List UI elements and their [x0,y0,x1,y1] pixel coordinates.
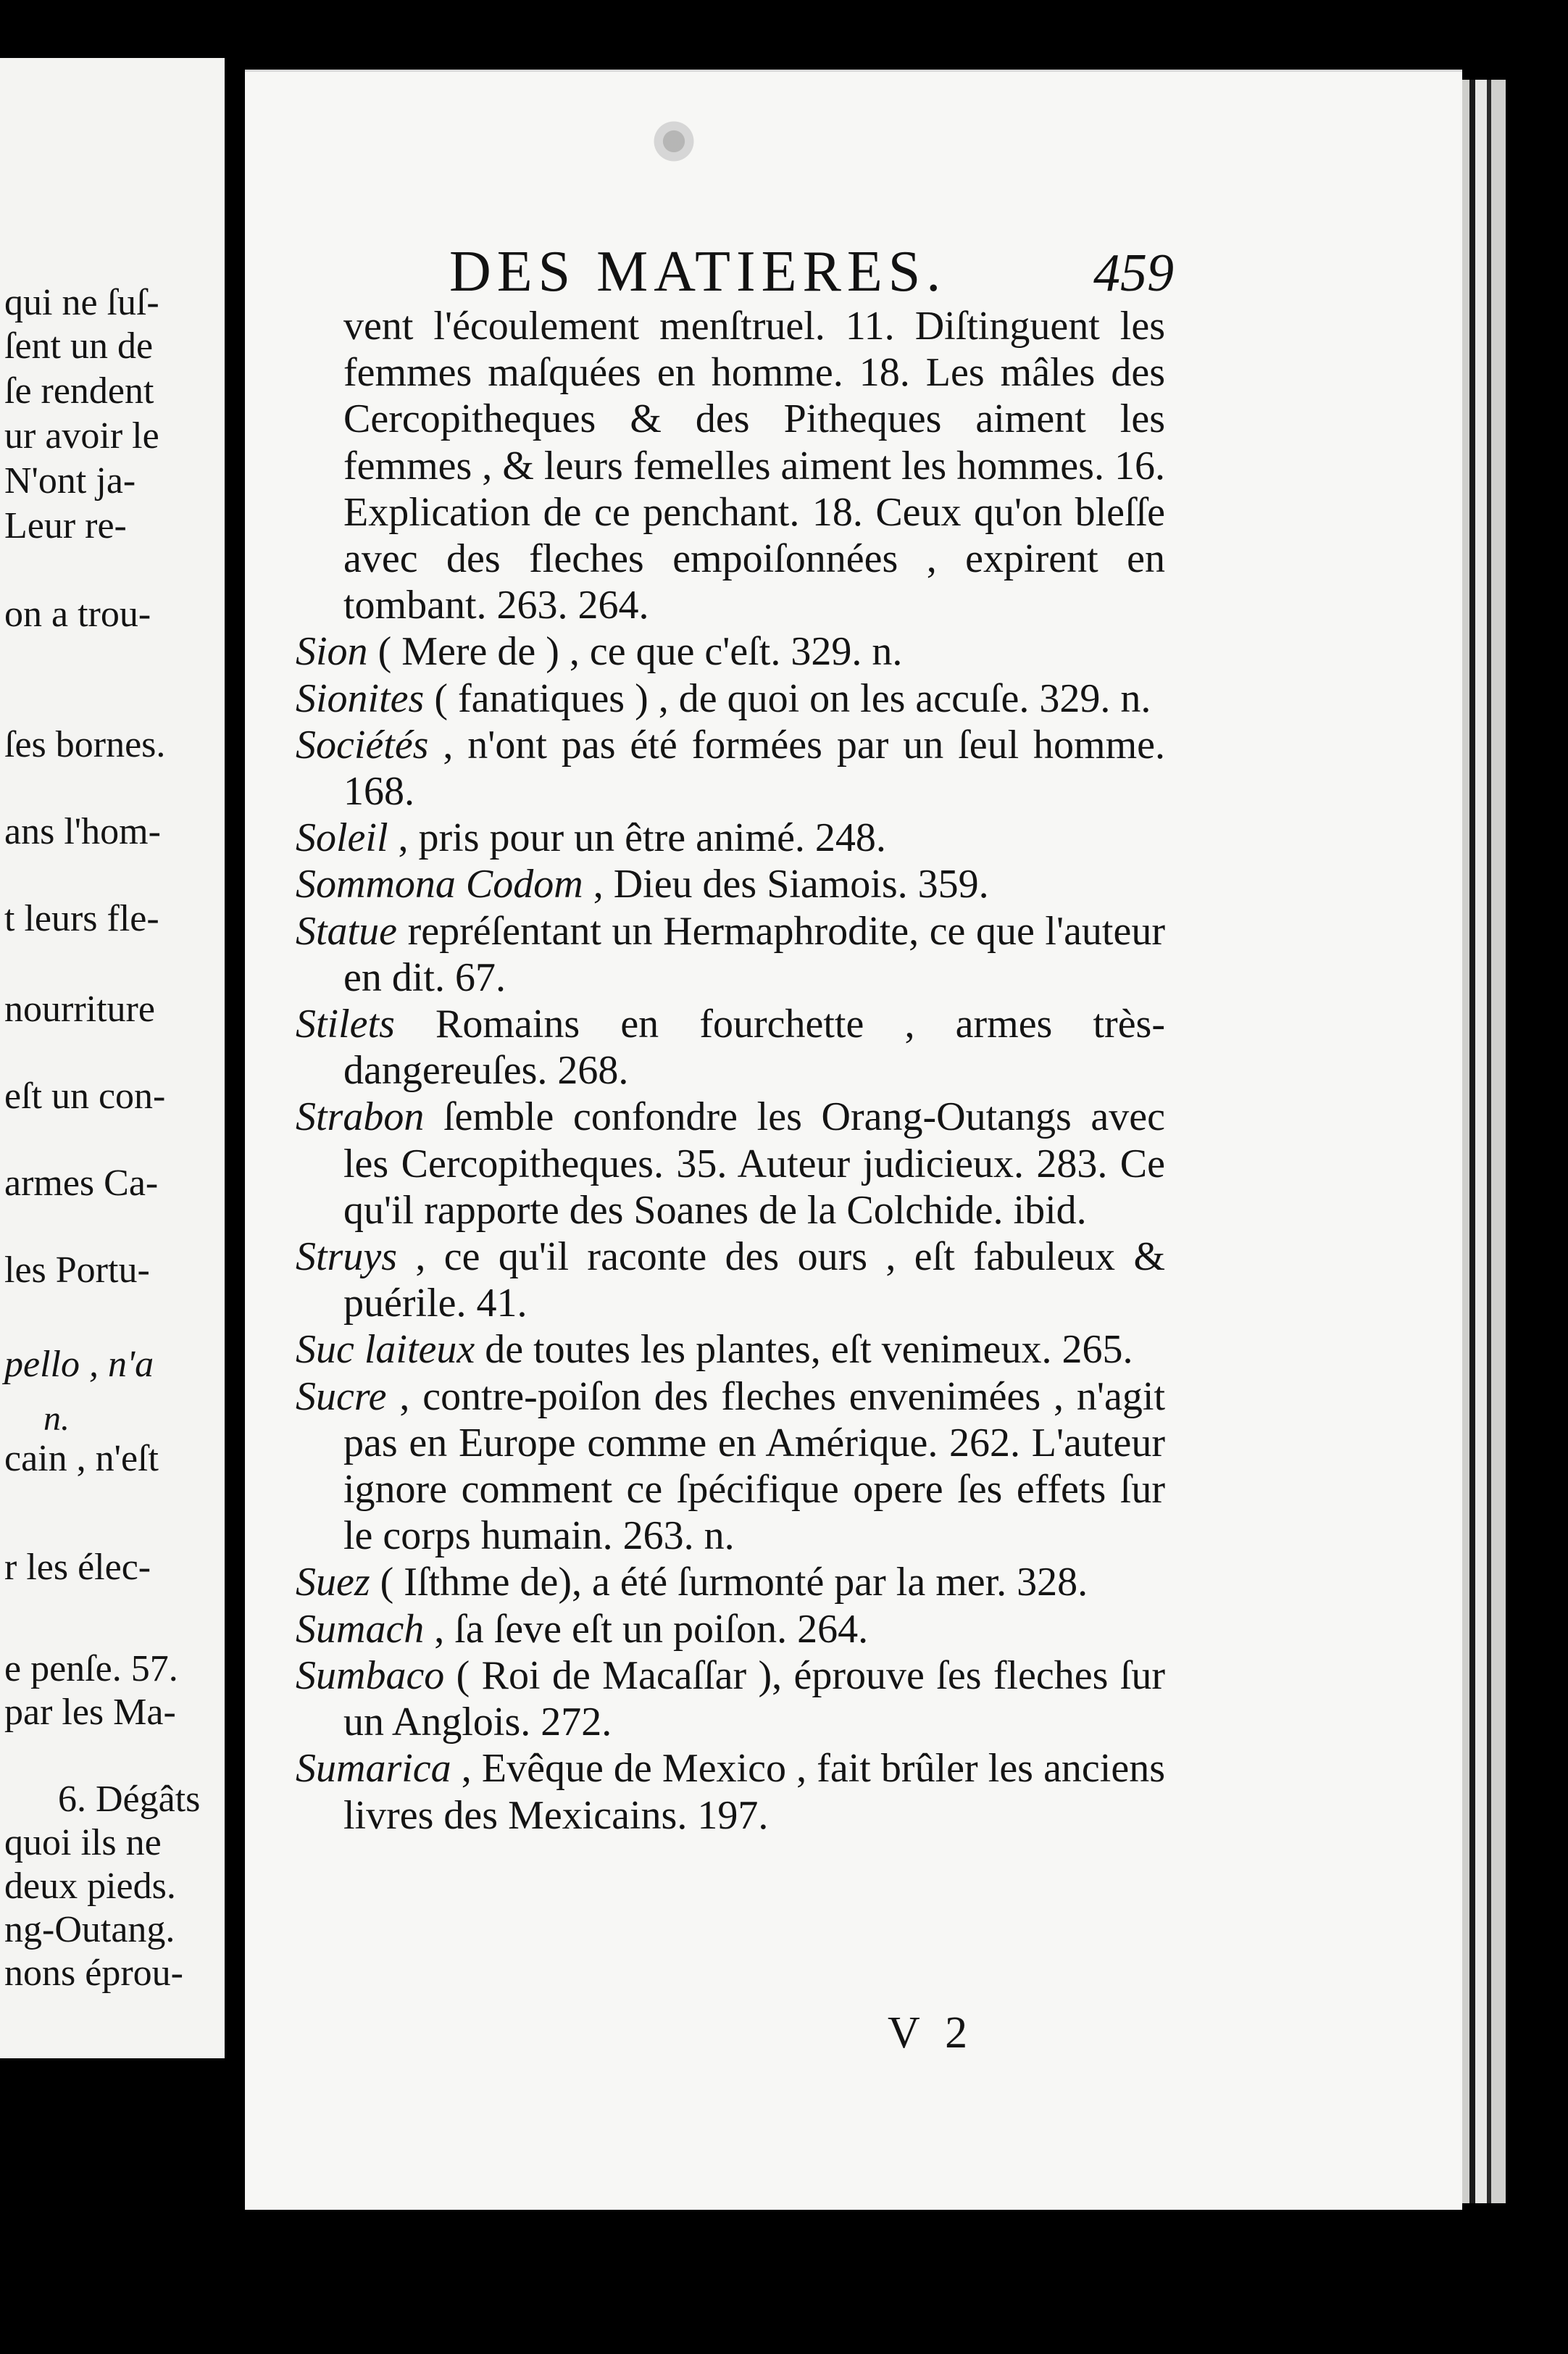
left-page-line: Leur re- [4,505,127,546]
left-page-line: qui ne ſuſ- [4,282,159,323]
index-entry [296,1652,1165,1745]
left-page-line: N'ont ja- [4,460,136,502]
index-entry-text: ( Mere de ) , ce que c'eſt. 329. n. [367,629,903,675]
left-page-line: ng-Outang. [4,1909,175,1950]
index-entry-text: ( Iſthme de), a été ſurmonté par la mer. 328. [370,1560,1088,1605]
index-headword: Struys [296,1234,397,1280]
left-page-line: ans l'hom- [4,811,161,852]
previous-page-fragment [0,58,225,2058]
index-entry [296,908,1165,1001]
index-headword: Stilets [296,1002,395,1047]
index-entries [296,303,1165,1839]
index-entry [296,628,1165,675]
index-entry [296,675,1165,722]
index-entry-text: Romains en fourchette , armes très-dangereuſes. 268. [343,1002,1165,1094]
index-entry-text: de toutes les plantes, eſt venimeux. 265. [475,1327,1133,1373]
index-entry [296,1559,1165,1605]
left-page-line: cain , n'eſt [4,1438,159,1479]
left-page-line: r les élec- [4,1547,151,1588]
index-entry [296,1001,1165,1094]
left-page-line: quoi ils ne [4,1822,162,1863]
left-page-line: ſes bornes. [4,724,166,765]
index-headword: Suc laiteux [296,1327,475,1373]
index-headword: Sion [296,629,368,675]
left-page-line: deux pieds. [4,1866,176,1907]
index-entry-text: , Dieu des Siamois. 359. [583,862,989,907]
left-page-line: nons éprou- [4,1952,183,1994]
left-page-line: on a trou- [4,594,151,635]
index-entry-text: , n'ont pas été formées par un ſeul homme. 168. [343,722,1165,815]
left-page-line: pello , n'a [4,1344,154,1385]
left-page-line: e penſe. 57. [4,1648,178,1689]
index-headword: Sumach [296,1606,425,1652]
index-entry-text: repréſentant un Hermaphrodite, ce que l'auteur en dit. 67. [343,908,1165,1000]
index-entry-text: , ſa ſeve eſt un poiſon. 264. [424,1606,869,1652]
left-page-line: 6. Dégâts [58,1779,201,1820]
index-entry-text: ſemble confondre les Orang-Outangs avec les Cercopitheques. 35. Auteur judicieux. 283. Ce qu'il rapporte des Soanes de la Colchide. ibid. [343,1094,1165,1233]
printer-ornament-icon [649,116,699,167]
index-entry [296,1606,1165,1652]
left-page-line: n. [43,1399,70,1438]
left-page-line: par les Ma- [4,1692,176,1733]
left-page-line: nourriture [4,989,155,1030]
signature-mark: V 2 [888,2008,975,2058]
index-entry [296,1326,1165,1373]
index-entry [296,1234,1165,1326]
index-entry [296,815,1165,861]
index-entry-text: , pris pour un être animé. 248. [388,815,886,861]
index-headword: Sumbaco [296,1652,445,1698]
index-entry-text: ( Roi de Macaſſar ), éprouve ſes fleches ſur un Anglois. 272. [343,1652,1165,1745]
left-page-line: t leurs fle- [4,898,159,939]
index-headword: Strabon [296,1094,425,1140]
index-headword: Sumarica [296,1746,451,1792]
index-headword: Sociétés [296,722,429,768]
page-number: 459 [1093,244,1174,303]
index-entry-text: ( fanatiques ) , de quoi on les accuſe. 329. n. [424,675,1151,721]
index-entry-text: , ce qu'il raconte des ours , eſt fabuleux & puérile. 41. [343,1234,1165,1326]
index-headword: Statue [296,908,397,954]
left-page-line: eſt un con- [4,1076,166,1117]
index-entry-text: , Evêque de Mexico , fait brûler les anciens livres des Mexicains. 197. [343,1746,1165,1838]
index-entry-text: , contre-poiſon des fleches envenimées , n'agit pas en Europe comme en Amérique. 262. L'auteur ignore comment ce ſpécifique opere ſes effets ſur le corps humain. 263. n. [343,1373,1165,1559]
left-page-line: ſent un de [4,325,154,367]
left-page-line: ſe rendent [4,370,154,412]
index-headword: Sucre [296,1373,387,1419]
running-head [449,239,1174,312]
index-entry [296,861,1165,907]
index-headword: Suez [296,1560,370,1605]
index-entry [296,1745,1165,1838]
index-headword: Sommona Codom [296,862,583,907]
book-gutter [225,0,245,2354]
index-entry [296,1373,1165,1560]
index-entry [296,722,1165,815]
left-page-line: ur avoir le [4,415,159,457]
page-edges [1462,80,1506,2203]
left-page-line: armes Ca- [4,1163,159,1204]
index-headword: Sionites [296,675,425,721]
index-headword: Soleil [296,815,388,861]
left-page-line: les Portu- [4,1249,150,1291]
running-title: DES MATIERES. [449,240,947,304]
index-entry [296,1094,1165,1234]
index-entry-continuation: vent l'écoulement menſtruel. 11. Diſtinguent les femmes maſquées en homme. 18. Les mâles des Cercopitheques & des Pitheques aiment les femmes , & leurs femelles aiment les hommes. 16. Explication de ce penchant. 18. Ceux qu'on bleſſe avec des fleches empoiſonnées , expirent en tombant. 263. 264. [343,304,1165,628]
